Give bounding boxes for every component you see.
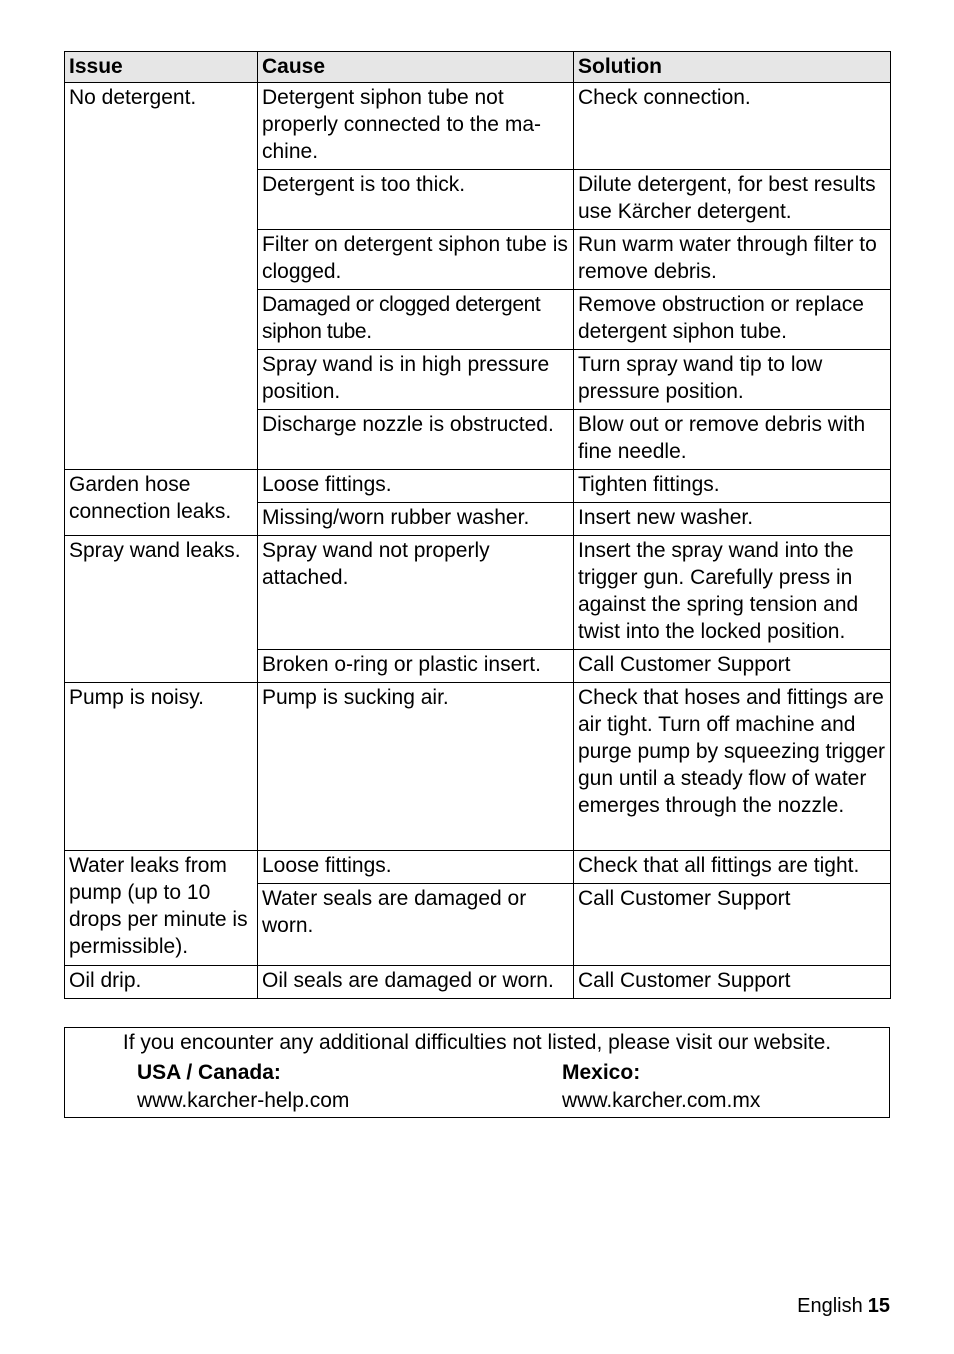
cause-cell: Missing/worn rubber washer. — [258, 503, 574, 536]
cause-cell: Filter on detergent siphon tube is clogged. — [258, 230, 574, 290]
table-row — [65, 851, 891, 884]
solution-cell: Tighten fittings. — [574, 470, 891, 503]
info-text: If you encounter any additional difficulties not listed, please visit our website. — [122, 1031, 832, 1054]
table-row — [65, 83, 891, 170]
cause-cell: Spray wand is in high pressure position. — [258, 350, 574, 410]
header-issue: Issue — [65, 52, 258, 83]
issue-cell: Garden hose connection leaks. — [65, 470, 258, 536]
cause-cell: Discharge nozzle is obstructed. — [258, 410, 574, 470]
solution-cell: Insert new washer. — [574, 503, 891, 536]
solution-cell: Call Customer Support — [574, 966, 891, 999]
solution-cell: Insert the spray wand into the trigger gun. Carefully press in against the spring tension and twist into the locked position. — [574, 536, 891, 650]
solution-cell: Check connection. — [574, 83, 891, 170]
cause-cell: Detergent siphon tube not properly connected to the ma-chine. — [258, 83, 574, 170]
issue-cell: Water leaks from pump (up to 10 drops per minute is permissible). — [65, 851, 258, 966]
solution-cell: Call Customer Support — [574, 650, 891, 683]
cause-cell: Spray wand not properly attached. — [258, 536, 574, 650]
cause-cell: Damaged or clogged detergent siphon tube. — [258, 290, 574, 350]
issue-cell: Pump is noisy. — [65, 683, 258, 851]
usa-canada-heading: USA / Canada: — [137, 1061, 281, 1084]
issue-cell: Spray wand leaks. — [65, 536, 258, 683]
website-info-box — [64, 1027, 890, 1118]
solution-cell: Call Customer Support — [574, 884, 891, 966]
table-row — [65, 683, 891, 851]
solution-cell: Remove obstruction or replace detergent siphon tube. — [574, 290, 891, 350]
troubleshooting-table — [64, 51, 891, 999]
footer-language: English — [797, 1295, 863, 1317]
cause-cell: Detergent is too thick. — [258, 170, 574, 230]
mexico-heading: Mexico: — [562, 1061, 641, 1084]
solution-cell: Check that all fittings are tight. — [574, 851, 891, 884]
mexico-url[interactable]: www.karcher.com.mx — [562, 1089, 761, 1112]
header-solution: Solution — [574, 52, 891, 83]
cause-cell: Pump is sucking air. — [258, 683, 574, 851]
solution-cell: Blow out or remove debris with fine needle. — [574, 410, 891, 470]
issue-cell: No detergent. — [65, 83, 258, 470]
cause-cell: Water seals are damaged or worn. — [258, 884, 574, 966]
usa-canada-url[interactable]: www.karcher-help.com — [137, 1089, 350, 1112]
table-row — [65, 966, 891, 999]
issue-cell: Oil drip. — [65, 966, 258, 999]
cause-cell: Broken o-ring or plastic insert. — [258, 650, 574, 683]
cause-cell: Loose fittings. — [258, 470, 574, 503]
cause-cell: Loose fittings. — [258, 851, 574, 884]
table-row — [65, 536, 891, 650]
page-footer — [797, 1295, 890, 1318]
page-number: 15 — [867, 1295, 890, 1317]
table-header-row — [65, 52, 891, 83]
solution-cell: Turn spray wand tip to low pressure position. — [574, 350, 891, 410]
solution-cell: Run warm water through filter to remove debris. — [574, 230, 891, 290]
mexico-block — [562, 1059, 760, 1115]
usa-canada-block — [137, 1059, 349, 1115]
solution-cell: Dilute detergent, for best results use Kärcher detergent. — [574, 170, 891, 230]
header-cause: Cause — [258, 52, 574, 83]
table-row — [65, 470, 891, 503]
cause-cell: Oil seals are damaged or worn. — [258, 966, 574, 999]
solution-cell: Check that hoses and fittings are air tight. Turn off machine and purge pump by squeezing trigger gun until a steady flow of water emerges through the nozzle. — [574, 683, 891, 851]
